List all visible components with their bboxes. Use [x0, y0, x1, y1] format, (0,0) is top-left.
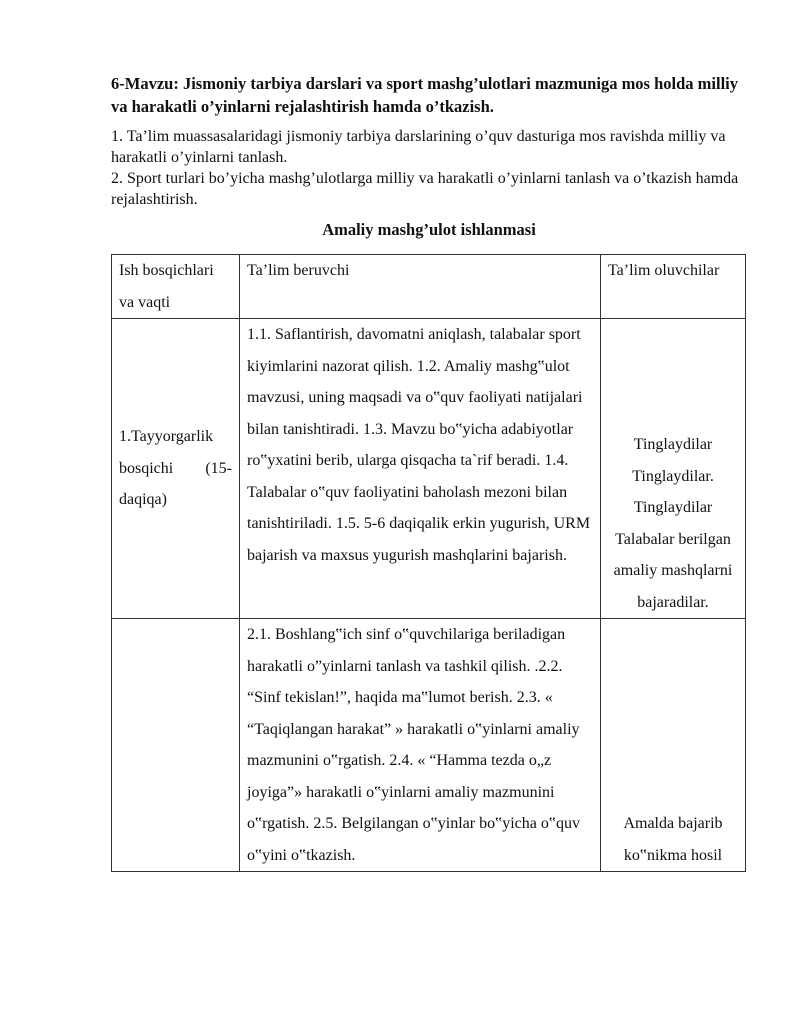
- header-teacher: Ta’lim beruvchi: [240, 255, 601, 319]
- teacher-cell: 2.1. Boshlang‟ich sinf o‟quvchilariga beriladigan harakatli o”yinlarni tanlash va tashkil qilish. .2.2. “Sinf tekislan!”, haqida ma‟lumot berish. 2.3. « “Taqiqlangan harakat” » harakatli o‟yinlarni amaliy mazmunini o‟rgatish. 2.4. « “Hamma tezda o„z joyiga”» harakatli o‟yinlarni amaliy mazmunini o‟rgatish. 2.5. Belgilangan o‟yinlar bo‟yicha o‟quv o‟yini o‟tkazish.: [240, 619, 601, 872]
- lesson-plan-table: [111, 254, 746, 872]
- learners-line: Tinglaydilar.: [632, 467, 714, 485]
- table-row: [112, 619, 746, 872]
- topic-heading: 6-Mavzu: Jismoniy tarbiya darslari va sport mashg’ulotlari mazmuniga mos holda milliy va harakatli o’yinlarni rejalashtirish hamda o’tkazish.: [111, 74, 738, 116]
- document-page: [111, 72, 747, 872]
- section-subtitle: Amaliy mashg’ulot ishlanmasi: [322, 220, 536, 239]
- learners-line: Tinglaydilar: [633, 499, 713, 516]
- learners-line: Talabalar berilgan amaliy mashqlarni bajaradilar.: [613, 530, 733, 611]
- learners-line: Tinglaydilar: [633, 436, 713, 453]
- header-stage: Ish bosqichlari va vaqti: [112, 255, 240, 319]
- teacher-cell: 1.1. Saflantirish, davomatni aniqlash, talabalar sport kiyimlarini nazorat qilish. 1.2. Amaliy mashg‟ulot mavzusi, uning maqsadi va o‟quv faoliyati natijalari bilan tanishtiradi. 1.3. Mavzu bo‟yicha adabiyotlar ro‟yxatini berib, ularga qisqacha ta`rif beradi. 1.4. Talabalar o‟quv faoliyatini baholash mezoni bilan tanishtiriladi. 1.5. 5-6 daqiqalik erkin yugurish, URM bajarish va maxsus yugurish mashqlarini bajarish.: [240, 319, 601, 619]
- stage-cell: [112, 619, 240, 872]
- learners-cell: [601, 619, 746, 872]
- table-row: [112, 319, 746, 619]
- learners-cell: [601, 319, 746, 619]
- stage-cell: 1.Tayyorgarlik bosqichi (15-daqiqa): [112, 319, 240, 619]
- header-learners: Ta’lim oluvchilar: [601, 255, 746, 319]
- objective-item-2: 2. Sport turlari bo’yicha mashg’ulotlarga milliy va harakatli o’yinlarni tanlash va o’tkazish hamda rejalashtirish.: [111, 170, 739, 208]
- objective-item-1: 1. Ta’lim muassasalaridagi jismoniy tarbiya darslarining o’quv dasturiga mos ravishda milliy va harakatli o’yinlarni tanlash.: [111, 128, 726, 166]
- learners-line: Amalda bajarib ko‟nikma hosil: [623, 815, 723, 864]
- table-header-row: [112, 255, 746, 319]
